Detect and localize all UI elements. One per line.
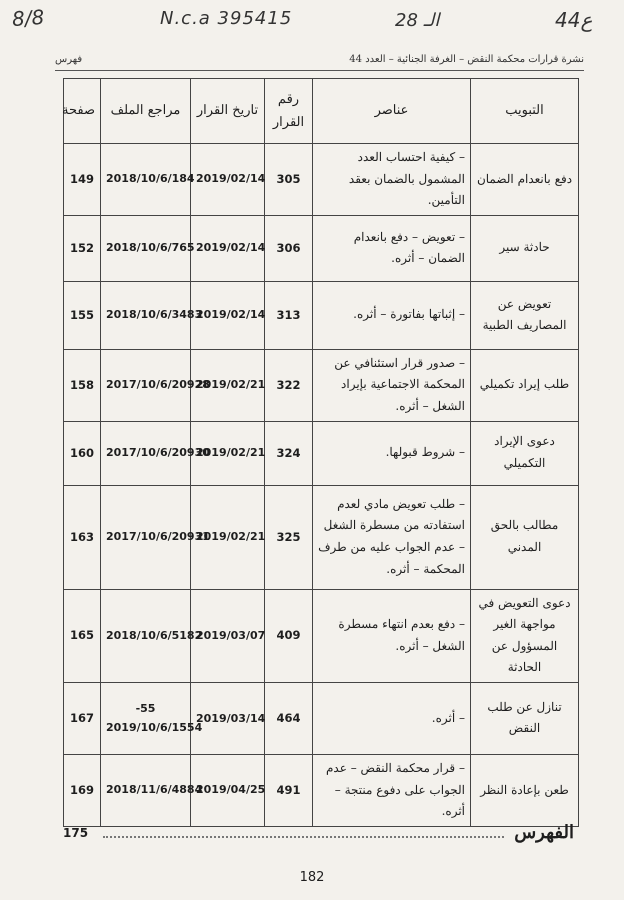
cell-anasir: – طلب تعويض مادي لعدم استفادته من مسطرة الشغل – عدم الجواب عليه من طرف المحكمة – أثره. (313, 485, 471, 589)
cell-decision-number: 491 (265, 754, 313, 826)
cell-page: 152 (64, 215, 101, 281)
cell-decision-date: 2019/02/21 (191, 485, 265, 589)
cell-page: 155 (64, 281, 101, 349)
cell-file-reference: 2017/10/6/20930 (101, 421, 191, 485)
cell-anasir: – أثره. (313, 682, 471, 754)
cell-decision-date: 2019/03/07 (191, 589, 265, 682)
cell-page: 167 (64, 682, 101, 754)
cell-page: 169 (64, 754, 101, 826)
table-row (64, 215, 579, 281)
column-header-file-reference: مراجع الملف (101, 79, 191, 144)
cell-decision-date: 2019/02/14 (191, 281, 265, 349)
cell-decision-number: 305 (265, 144, 313, 216)
cell-file-reference: -55 2019/10/6/1554 (101, 682, 191, 754)
cell-file-reference: 2017/10/6/20931 (101, 485, 191, 589)
cell-anasir: – كيفية احتساب العدد المشمول بالضمان بعقد التأمين. (313, 144, 471, 216)
table-row (64, 421, 579, 485)
cell-decision-date: 2019/03/14 (191, 682, 265, 754)
column-header-page: صفحة (64, 79, 101, 144)
table-row (64, 281, 579, 349)
cell-decision-date: 2019/02/21 (191, 421, 265, 485)
column-header-tabwib: التبويب (471, 79, 579, 144)
cell-anasir: – شروط قبولها. (313, 421, 471, 485)
cell-file-reference: 2018/10/6/5182 (101, 589, 191, 682)
table-row (64, 754, 579, 826)
cell-decision-number: 313 (265, 281, 313, 349)
cell-decision-date: 2019/02/21 (191, 349, 265, 421)
header-series-title: نشرة قرارات محكمة النقض – الغرفة الجنائية – العدد 44 (349, 54, 584, 65)
handwritten-reference: N.c.a 395415 (160, 8, 293, 29)
table-header-row (64, 79, 579, 144)
cell-anasir: – دفع بعدم انتهاء مسطرة الشغل – أثره. (313, 589, 471, 682)
cell-tabwib: طلب إيراد تكميلي (471, 349, 579, 421)
column-header-anasir: عناصر (313, 79, 471, 144)
cell-decision-number: 306 (265, 215, 313, 281)
cell-tabwib: دعوى التعويض في مواجهة الغير المسؤول عن الحادثة (471, 589, 579, 682)
cell-file-reference: 2017/10/6/20928 (101, 349, 191, 421)
cell-anasir: – صدور قرار استئنافي عن المحكمة الاجتماعية بإيراد الشغل – أثره. (313, 349, 471, 421)
cell-decision-number: 464 (265, 682, 313, 754)
cell-page: 165 (64, 589, 101, 682)
page-number: 182 (299, 870, 325, 885)
index-table (63, 78, 579, 827)
table-row (64, 682, 579, 754)
table-row (64, 485, 579, 589)
column-header-decision-date: تاريخ القرار (191, 79, 265, 144)
cell-tabwib: طعن بإعادة النظر (471, 754, 579, 826)
footer-dot-leader (103, 836, 504, 838)
cell-page: 149 (64, 144, 101, 216)
cell-tabwib: دفع بانعدام الضمان (471, 144, 579, 216)
cell-tabwib: دعوى الإيراد التكميلي (471, 421, 579, 485)
cell-decision-date: 2019/04/25 (191, 754, 265, 826)
cell-anasir: – إثباتها بفاتورة – أثره. (313, 281, 471, 349)
table-row (64, 589, 579, 682)
header-index-label: فهرس (55, 54, 83, 65)
cell-anasir: – تعويض – دفع بانعدام الضمان – أثره. (313, 215, 471, 281)
handwritten-arabic-note: الـ 28 (395, 10, 440, 31)
index-footer (63, 822, 574, 844)
running-header (55, 52, 584, 71)
cell-tabwib: تعويض عن المصاريف الطبية (471, 281, 579, 349)
cell-decision-date: 2019/02/14 (191, 144, 265, 216)
footer-index-page: 175 (63, 826, 89, 840)
cell-page: 160 (64, 421, 101, 485)
cell-tabwib: حادثة سير (471, 215, 579, 281)
handwritten-note-left: 8/8 (11, 4, 45, 32)
cell-file-reference: 2018/10/6/765 (101, 215, 191, 281)
cell-decision-number: 324 (265, 421, 313, 485)
cell-tabwib: مطالب بالحق المدني (471, 485, 579, 589)
cell-decision-number: 325 (265, 485, 313, 589)
cell-tabwib: تنازل عن طلب النقض (471, 682, 579, 754)
cell-decision-number: 409 (265, 589, 313, 682)
cell-decision-date: 2019/02/14 (191, 215, 265, 281)
cell-file-reference: 2018/10/6/3483 (101, 281, 191, 349)
table-row (64, 144, 579, 216)
handwritten-number: 44ع (555, 8, 593, 32)
cell-decision-number: 322 (265, 349, 313, 421)
column-header-decision-number: رقم القرار (265, 79, 313, 144)
table-row (64, 349, 579, 421)
cell-anasir: – قرار محكمة النقض – عدم الجواب على دفوع منتجة – أثره. (313, 754, 471, 826)
cell-file-reference: 2018/11/6/4884 (101, 754, 191, 826)
cell-file-reference: 2018/10/6/184 (101, 144, 191, 216)
footer-index-label: الفهرس (514, 822, 574, 843)
cell-page: 163 (64, 485, 101, 589)
cell-page: 158 (64, 349, 101, 421)
